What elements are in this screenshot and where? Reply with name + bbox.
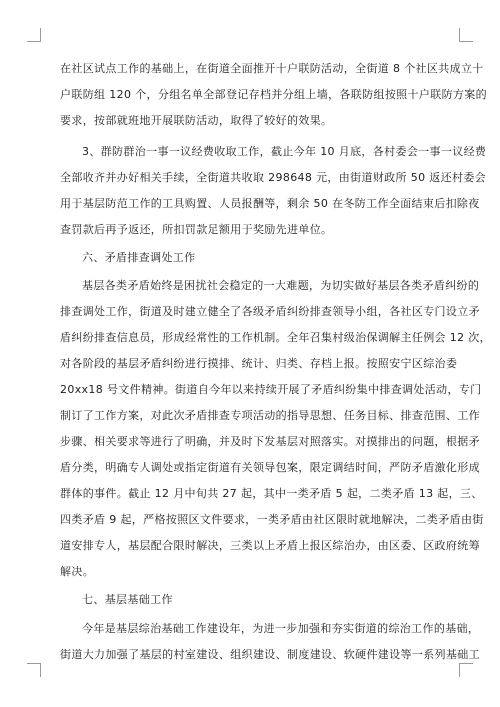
text-line: 四类矛盾 9 起，严格按照区文件要求，一类矛盾由社区限时就地解决，二类矛盾由街 xyxy=(60,513,484,526)
text-line: 盾分类，明确专人调处或指定街道有关领导包案，限定调结时间，严防矛盾激化形成 xyxy=(60,461,480,474)
text-line: 20xx18 号文件精神。街道自今年以来持续开展了矛盾纠纷集中排查调处活动，专门 xyxy=(60,383,482,396)
text-line: 3、群防群治一事一议经费收取工作，截止今年 10 月底，各村委会一事一议经费 xyxy=(82,145,487,158)
text-line: 街道大力加强了基层的村室建设、组织建设、制度建设、软硬件建设等一系列基础工 xyxy=(60,648,480,661)
crop-mark-bottom-left xyxy=(27,663,41,677)
text-line: 盾纠纷排查信息员，形成经常性的工作机制。全年召集村级治保调解主任例会 12 次， xyxy=(60,331,491,344)
text-line: 全部收齐并办好相关手续，全街道共收取 298648 元，由街道财政所 50 返还村委会 xyxy=(60,171,487,184)
crop-mark-top-left xyxy=(27,28,41,42)
text-line: 对各阶段的基层矛盾纠纷进行摸排、统计、归类、存档上报。按照安宁区综治委 xyxy=(60,357,458,370)
text-line: 查罚款后再予返还，所扣罚款足额用于奖励先进单位。 xyxy=(60,223,333,236)
text-line: 群体的事件。截止 12 月中旬共 27 起，其中一类矛盾 5 起，二类矛盾 13 起，三、 xyxy=(60,487,483,500)
text-line: 排查调处工作，街道及时建立健全了各级矛盾纠纷排查领导小组，各社区专门设立矛 xyxy=(60,305,480,318)
text-line: 今年是基层综治基础工作建设年，为进一步加强和夯实街道的综治工作的基础， xyxy=(82,622,480,635)
text-line: 户联防组 120 个，分组名单全部登记存档并分组上墙，各联防组按照十户联防方案的 xyxy=(60,88,487,101)
text-line: 步骤、相关要求等进行了明确，并及时下发基层对照落实。对摸排出的问题，根据矛 xyxy=(60,435,480,448)
section-heading: 七、基层基础工作 xyxy=(82,593,173,606)
text-line: 基层各类矛盾始终是困扰社会稳定的一大难题，为切实做好基层各类矛盾纠纷的 xyxy=(82,279,480,292)
text-line: 道安排专人，基层配合限时解决，三类以上矛盾上报区综治办，由区委、区政府统筹 xyxy=(60,539,480,552)
text-line: 解决。 xyxy=(60,565,95,578)
text-line: 要求，按部就班地开展联防活动，取得了较好的效果。 xyxy=(60,114,333,127)
text-line: 在社区试点工作的基础上，在街道全面推开十户联防活动，全街道 8 个社区共成立十 xyxy=(60,62,484,75)
crop-mark-bottom-right xyxy=(459,663,473,677)
text-line: 用于基层防范工作的工具购置、人员报酬等，剩余 50 在冬防工作全面结束后扣除夜 xyxy=(60,197,480,210)
text-line: 制订了工作方案，对此次矛盾排查专项活动的指导思想、任务目标、排查范围、工作 xyxy=(60,409,480,422)
crop-mark-top-right xyxy=(459,28,473,42)
section-heading: 六、矛盾排查调处工作 xyxy=(82,251,196,264)
